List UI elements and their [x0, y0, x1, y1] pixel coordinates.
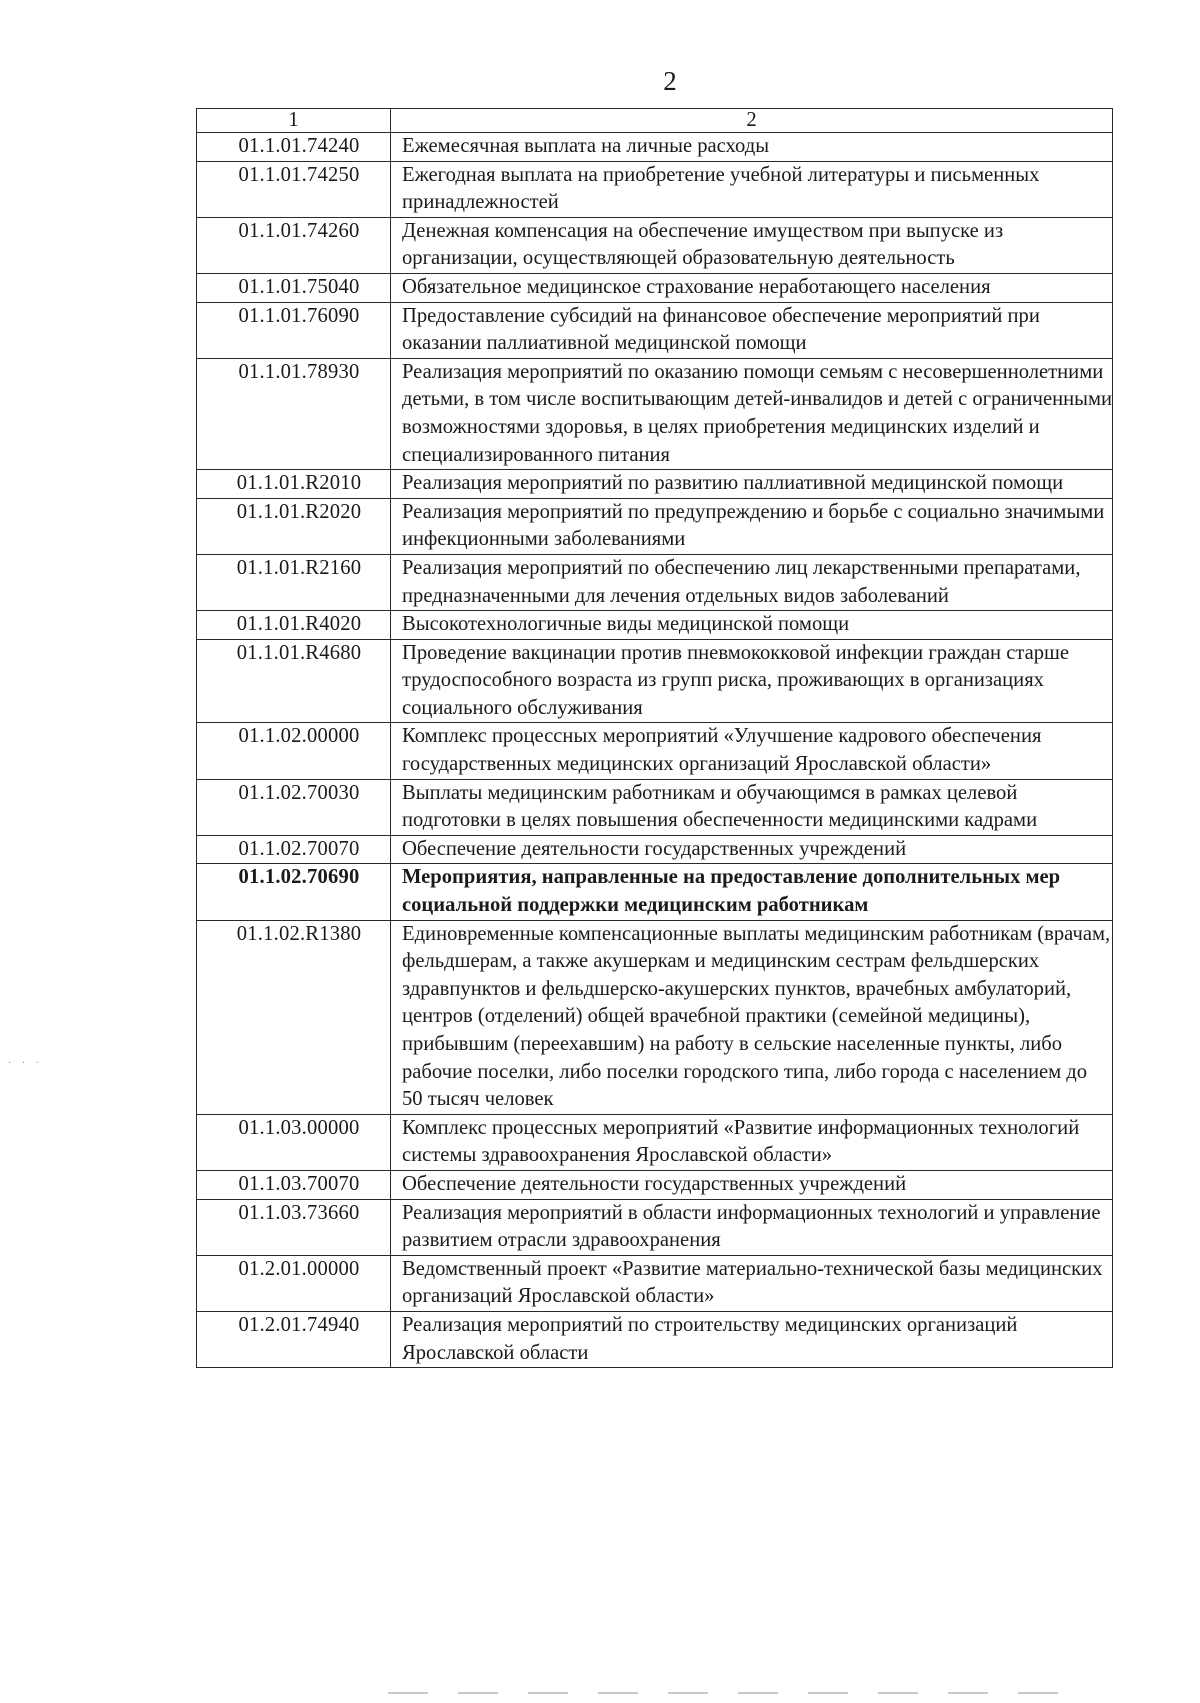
row-description: Обеспечение деятельности государственных учреждений	[391, 1170, 1113, 1199]
row-code: 01.2.01.74940	[197, 1311, 391, 1367]
row-description: Денежная компенсация на обеспечение имуществом при выпуске из организации, осуществляющей образовательную деятельность	[391, 217, 1113, 273]
row-description: Ежемесячная выплата на личные расходы	[391, 133, 1113, 162]
row-code: 01.1.01.R4020	[197, 611, 391, 640]
row-code: 01.1.03.73660	[197, 1199, 391, 1255]
row-code: 01.1.01.74260	[197, 217, 391, 273]
row-code: 01.1.01.R2010	[197, 470, 391, 499]
row-code: 01.1.01.R4680	[197, 639, 391, 723]
row-code: 01.1.01.R2160	[197, 554, 391, 610]
row-code: 01.1.03.70070	[197, 1170, 391, 1199]
table-row	[197, 302, 1113, 358]
table-row	[197, 498, 1113, 554]
table-row	[197, 554, 1113, 610]
table-row	[197, 864, 1113, 920]
table-row	[197, 835, 1113, 864]
row-description: Реализация мероприятий по обеспечению лиц лекарственными препаратами, предназначенными для лечения отдельных видов заболеваний	[391, 554, 1113, 610]
scan-artifact: · · ·	[8, 1058, 43, 1069]
row-description: Выплаты медицинским работникам и обучающимся в рамках целевой подготовки в целях повышения обеспеченности медицинскими кадрами	[391, 779, 1113, 835]
row-code: 01.1.01.74240	[197, 133, 391, 162]
row-description: Реализация мероприятий по предупреждению и борьбе с социально значимыми инфекционными заболеваниями	[391, 498, 1113, 554]
row-code: 01.1.01.R2020	[197, 498, 391, 554]
budget-codes-table	[196, 108, 1113, 1368]
row-description: Комплекс процессных мероприятий «Улучшение кадрового обеспечения государственных медицинских организаций Ярославской области»	[391, 723, 1113, 779]
table-row	[197, 1255, 1113, 1311]
column-header-1: 1	[197, 109, 391, 133]
table-row	[197, 470, 1113, 499]
table-row	[197, 639, 1113, 723]
table-row	[197, 723, 1113, 779]
row-description: Реализация мероприятий по строительству медицинских организаций Ярославской области	[391, 1311, 1113, 1367]
row-description: Ежегодная выплата на приобретение учебной литературы и письменных принадлежностей	[391, 161, 1113, 217]
row-description: Проведение вакцинации против пневмококковой инфекции граждан старше трудоспособного возраста из групп риска, проживающих в организациях социального обслуживания	[391, 639, 1113, 723]
row-description: Высокотехнологичные виды медицинской помощи	[391, 611, 1113, 640]
table-row	[197, 1170, 1113, 1199]
row-code: 01.1.01.74250	[197, 161, 391, 217]
table-row	[197, 133, 1113, 162]
row-description: Мероприятия, направленные на предоставление дополнительных мер социальной поддержки медицинским работникам	[391, 864, 1113, 920]
row-description: Единовременные компенсационные выплаты медицинским работникам (врачам, фельдшерам, а также акушеркам и медицинским сестрам фельдшерских здравпунктов и фельдшерско-акушерских пунктов, врачебных амбулаторий, центров (отделений) общей врачебной практики (семейной медицины), прибывшим (переехавшим) на работу в сельские населенные пункты, либо рабочие поселки, либо поселки городского типа, либо города с населением до 50 тысяч человек	[391, 920, 1113, 1114]
table-row	[197, 920, 1113, 1114]
row-code: 01.1.02.R1380	[197, 920, 391, 1114]
row-description: Обязательное медицинское страхование неработающего населения	[391, 273, 1113, 302]
table-row	[197, 217, 1113, 273]
row-description: Предоставление субсидий на финансовое обеспечение мероприятий при оказании паллиативной медицинской помощи	[391, 302, 1113, 358]
table-row	[197, 779, 1113, 835]
scan-artifact-line	[388, 1692, 1078, 1694]
row-description: Комплекс процессных мероприятий «Развитие информационных технологий системы здравоохранения Ярославской области»	[391, 1114, 1113, 1170]
page-number: 2	[663, 66, 677, 96]
table-row	[197, 1199, 1113, 1255]
row-code: 01.1.01.76090	[197, 302, 391, 358]
row-code: 01.1.02.70030	[197, 779, 391, 835]
row-code: 01.1.01.78930	[197, 358, 391, 469]
column-header-2: 2	[391, 109, 1113, 133]
row-description: Реализация мероприятий в области информационных технологий и управление развитием отрасли здравоохранения	[391, 1199, 1113, 1255]
table-header-row	[197, 109, 1113, 133]
table-row	[197, 1311, 1113, 1367]
table-row	[197, 1114, 1113, 1170]
table-row	[197, 161, 1113, 217]
row-description: Реализация мероприятий по оказанию помощи семьям с несовершеннолетними детьми, в том числе воспитывающим детей-инвалидов и детей с ограниченными возможностями здоровья, в целях приобретения медицинских изделий и специализированного питания	[391, 358, 1113, 469]
table-row	[197, 273, 1113, 302]
row-code: 01.2.01.00000	[197, 1255, 391, 1311]
row-description: Реализация мероприятий по развитию паллиативной медицинской помощи	[391, 470, 1113, 499]
table-row	[197, 611, 1113, 640]
row-code: 01.1.02.70690	[197, 864, 391, 920]
row-description: Обеспечение деятельности государственных учреждений	[391, 835, 1113, 864]
row-code: 01.1.02.70070	[197, 835, 391, 864]
table-row	[197, 358, 1113, 469]
row-code: 01.1.02.00000	[197, 723, 391, 779]
row-description: Ведомственный проект «Развитие материально-технической базы медицинских организаций Ярославской области»	[391, 1255, 1113, 1311]
row-code: 01.1.03.00000	[197, 1114, 391, 1170]
row-code: 01.1.01.75040	[197, 273, 391, 302]
